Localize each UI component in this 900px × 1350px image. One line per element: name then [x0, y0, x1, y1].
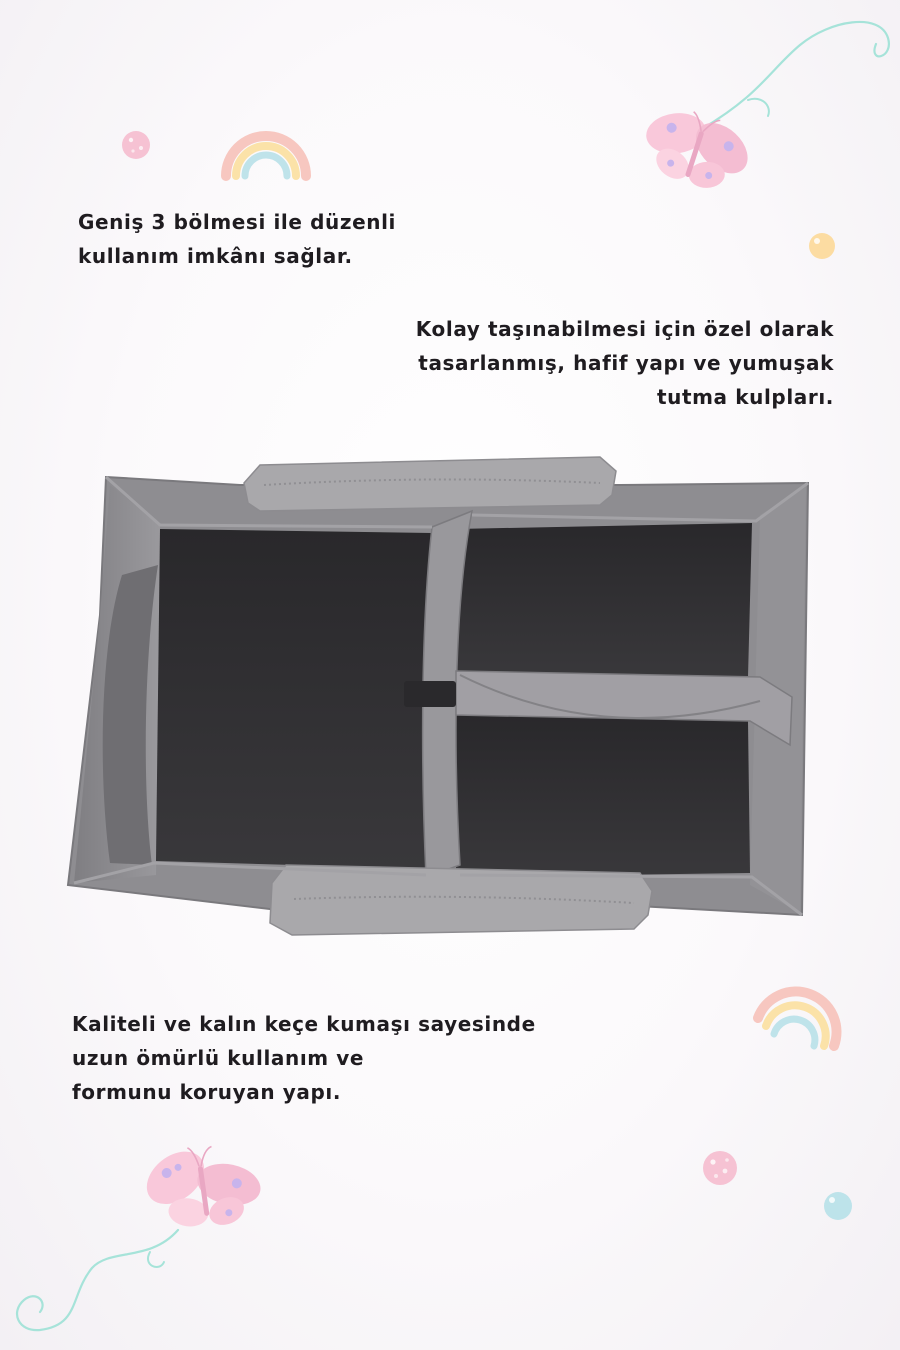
- swirl-top-right-icon: [700, 22, 889, 130]
- feature-caption-line: kullanım imkânı sağlar.: [78, 244, 353, 268]
- feature-caption-compartments: [78, 205, 396, 273]
- blue-dot-icon: [824, 1192, 852, 1220]
- rainbow-top-icon: [226, 136, 306, 176]
- feature-caption-line: formunu koruyan yapı.: [72, 1080, 342, 1104]
- butterfly-bottom-left-icon: [132, 1131, 271, 1240]
- swirl-bottom-left-icon: [17, 1230, 178, 1330]
- yellow-dot-icon: [809, 233, 835, 259]
- organizer-inner-floor: [156, 529, 432, 869]
- butterfly-top-right-icon: [627, 93, 765, 205]
- rainbow-bottom-right-icon: [758, 992, 836, 1046]
- feature-caption-line: Kaliteli ve kalın keçe kumaşı sayesinde: [72, 1012, 536, 1036]
- feature-caption-line: tasarlanmış, hafif yapı ve yumuşak: [418, 351, 834, 375]
- feature-caption-material: [72, 1007, 536, 1109]
- felt-organizer-image: [60, 445, 820, 955]
- feature-caption-line: Kolay taşınabilmesi için özel olarak: [415, 317, 834, 341]
- feature-caption-line: Geniş 3 bölmesi ile düzenli: [78, 210, 397, 234]
- pink-dot-top-icon: [122, 131, 150, 159]
- feature-caption-line: tutma kulpları.: [656, 385, 834, 409]
- pink-dot-bottom-icon: [703, 1151, 737, 1185]
- feature-caption-line: uzun ömürlü kullanım ve: [72, 1046, 365, 1070]
- feature-caption-handles: [416, 312, 834, 414]
